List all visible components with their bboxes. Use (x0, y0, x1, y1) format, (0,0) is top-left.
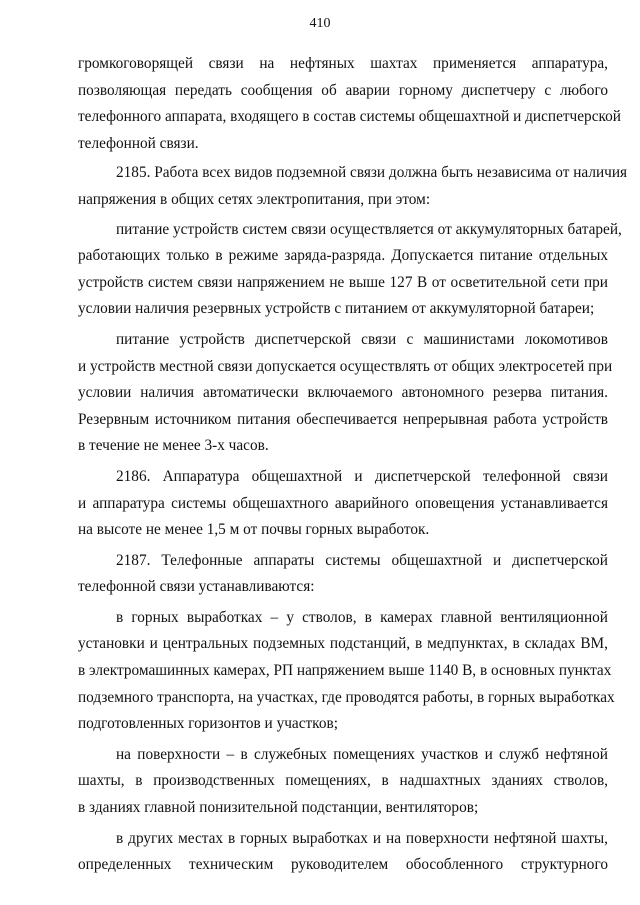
text-line: и устройств местной связи допускается осуществлять от общих электросетей при (78, 357, 613, 375)
text-line: в течение не менее 3-х часов. (78, 437, 269, 455)
text-line: напряжения в общих сетях электропитания, при этом: (78, 190, 431, 208)
text-line: подземного транспорта, на участках, где проводятся работы, в горных выработках (78, 688, 615, 706)
text-line: 2186. Аппаратура общешахтной и диспетчерской телефонной связи (116, 467, 608, 485)
text-line: на поверхности – в служебных помещениях участков и служб нефтяной (116, 745, 608, 763)
paragraph-2187 (78, 548, 608, 601)
paragraph-2187-other (78, 826, 608, 879)
text-line: телефонной связи устанавливаются: (78, 578, 315, 596)
text-line: в других местах в горных выработках и на поверхности нефтяной шахты, (116, 829, 608, 847)
paragraph-2185-dispatch-power (78, 327, 613, 460)
text-line: громкоговорящей связи на нефтяных шахтах применяется аппаратура, (78, 55, 608, 72)
text-line: работающих только в режиме заряда-разряда. Допускается питание отдельных (78, 247, 608, 265)
text-line: условии наличия автоматически включаемого автономного резерва питания. (78, 384, 608, 402)
paragraph-2187-underground (78, 605, 615, 738)
text-line: 2185. Работа всех видов подземной связи должна быть независима от наличия (116, 164, 628, 182)
text-line: на высоте не менее 1,5 м от почвы горных выработок. (78, 521, 430, 539)
text-line: подготовленных горизонтов и участков; (78, 715, 338, 733)
text-line: питание устройств систем связи осуществляется от аккумуляторных батарей, (116, 220, 622, 238)
paragraph-continuation (78, 51, 621, 157)
paragraph-2187-surface (78, 742, 608, 822)
text-line: и аппаратура системы общешахтного аварийного оповещения устанавливается (78, 494, 608, 512)
text-line: в зданиях главной понизительной подстанции, вентиляторов; (78, 799, 479, 817)
text-line: Резервным источником питания обеспечивается непрерывная работа устройств (78, 410, 608, 428)
text-line: телефонного аппарата, входящего в состав системы общешахтной и диспетчерской (78, 108, 621, 126)
paragraph-2186 (78, 464, 608, 544)
page-number: 410 (309, 16, 331, 31)
text-line: питание устройств диспетчерской связи с машинистами локомотивов (116, 330, 608, 348)
text-line: 2187. Телефонные аппараты системы общешахтной и диспетчерской (116, 551, 608, 569)
text-line: позволяющая передать сообщения об аварии горному диспетчеру с любого (78, 81, 608, 99)
text-line: в электромашинных камерах, РП напряжением выше 1140 В, в основных пунктах (78, 662, 612, 680)
paragraph-2185 (78, 160, 628, 213)
text-line: определенных техническим руководителем обособленного структурного (78, 856, 608, 874)
text-line: установки и центральных подземных подстанций, в медпунктах, в складах ВМ, (78, 635, 608, 653)
paragraph-2185-power (78, 217, 622, 323)
text-line: устройств систем связи напряжением не выше 127 В от осветительной сети при (78, 273, 608, 291)
text-line: в горных выработках – у стволов, в камерах главной вентиляционной (116, 608, 608, 626)
text-line: телефонной связи. (78, 134, 199, 152)
text-line: шахты, в производственных помещениях, в надшахтных зданиях стволов, (78, 772, 608, 790)
text-line: условии наличия резервных устройств с питанием от аккумуляторной батареи; (78, 300, 595, 318)
document-body (78, 51, 628, 879)
